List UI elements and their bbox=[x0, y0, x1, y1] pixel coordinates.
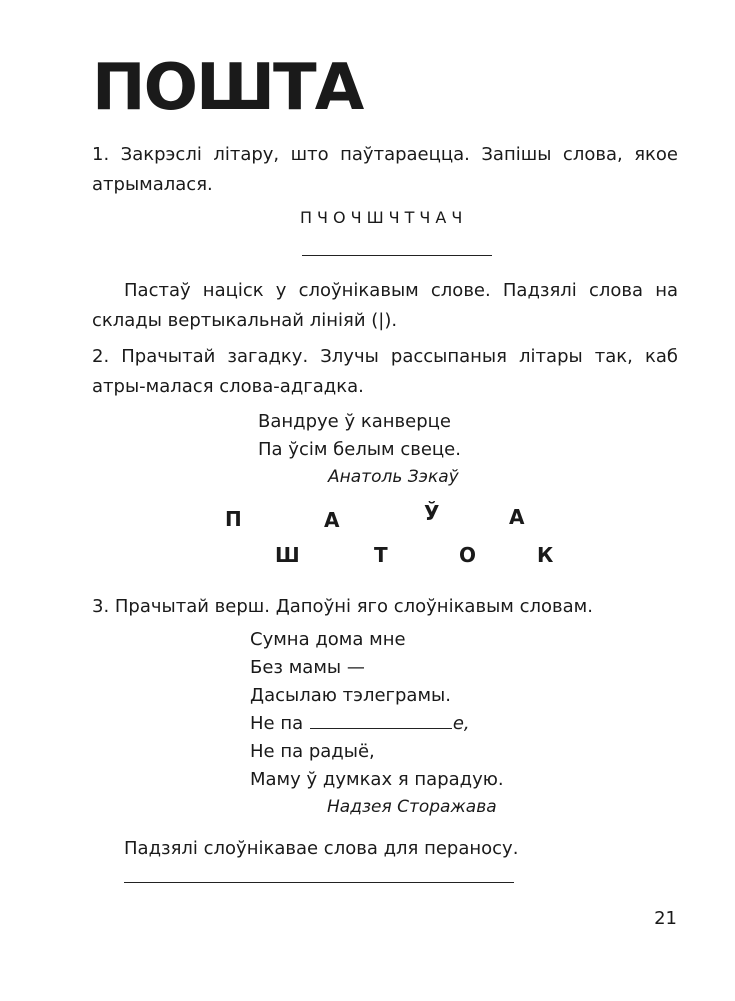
poem-line-start: Не па bbox=[250, 713, 309, 734]
task3-poem bbox=[250, 626, 504, 794]
poem-line: Сумна дома мне bbox=[250, 629, 406, 650]
riddle-line: Па ўсім белым свеце. bbox=[258, 439, 461, 460]
task2-prompt: 2. Прачытай загадку. Злучы рассыпаныя літары так, каб атры-малася слова-адгадка. bbox=[92, 346, 678, 397]
task2-author: Анатоль Зэкаў bbox=[328, 467, 459, 487]
task2-riddle bbox=[258, 408, 461, 464]
page-number: 21 bbox=[654, 908, 677, 929]
poem-line: Не па радыё, bbox=[250, 741, 375, 762]
riddle-line: Вандруе ў канверце bbox=[258, 411, 451, 432]
scattered-letter[interactable]: Ў bbox=[424, 501, 440, 525]
scattered-letter[interactable]: Т bbox=[374, 543, 388, 567]
poem-fill-blank[interactable] bbox=[310, 710, 452, 729]
scattered-letter[interactable]: А bbox=[509, 505, 525, 529]
poem-line: Дасылаю тэлеграмы. bbox=[250, 685, 451, 706]
scattered-letter[interactable]: Ш bbox=[275, 543, 300, 567]
poem-line: Маму ў думках я парадую. bbox=[250, 769, 504, 790]
scattered-letter[interactable]: О bbox=[459, 543, 477, 567]
task1-letters: ПЧОЧШЧТЧАЧ bbox=[300, 208, 468, 227]
poem-line: Без мамы — bbox=[250, 657, 365, 678]
task3-prompt: 3. Прачытай верш. Дапоўні яго слоўнікавым словам. bbox=[92, 596, 593, 617]
task1-prompt: 1. Закрэслі літару, што паўтараецца. Запішы слова, якое атрымалася. bbox=[92, 144, 678, 195]
page-title: ПОШТА bbox=[92, 51, 363, 125]
task3-author: Надзея Сторажава bbox=[327, 797, 497, 817]
scattered-letter[interactable]: П bbox=[225, 507, 242, 531]
scattered-letter[interactable]: К bbox=[537, 543, 554, 567]
task3-answer-line[interactable] bbox=[124, 882, 514, 883]
scattered-letter[interactable]: А bbox=[324, 508, 340, 532]
poem-line-with-blank bbox=[250, 710, 504, 738]
task1-note: Пастаў націск у слоўнікавым слове. Падзялі слова на склады вертыкальнай лініяй (|). bbox=[92, 280, 678, 331]
poem-blank-ending: е, bbox=[452, 713, 470, 734]
task1-answer-line[interactable] bbox=[302, 255, 492, 256]
task3-note: Падзялі слоўнікавае слова для пераносу. bbox=[124, 838, 519, 859]
